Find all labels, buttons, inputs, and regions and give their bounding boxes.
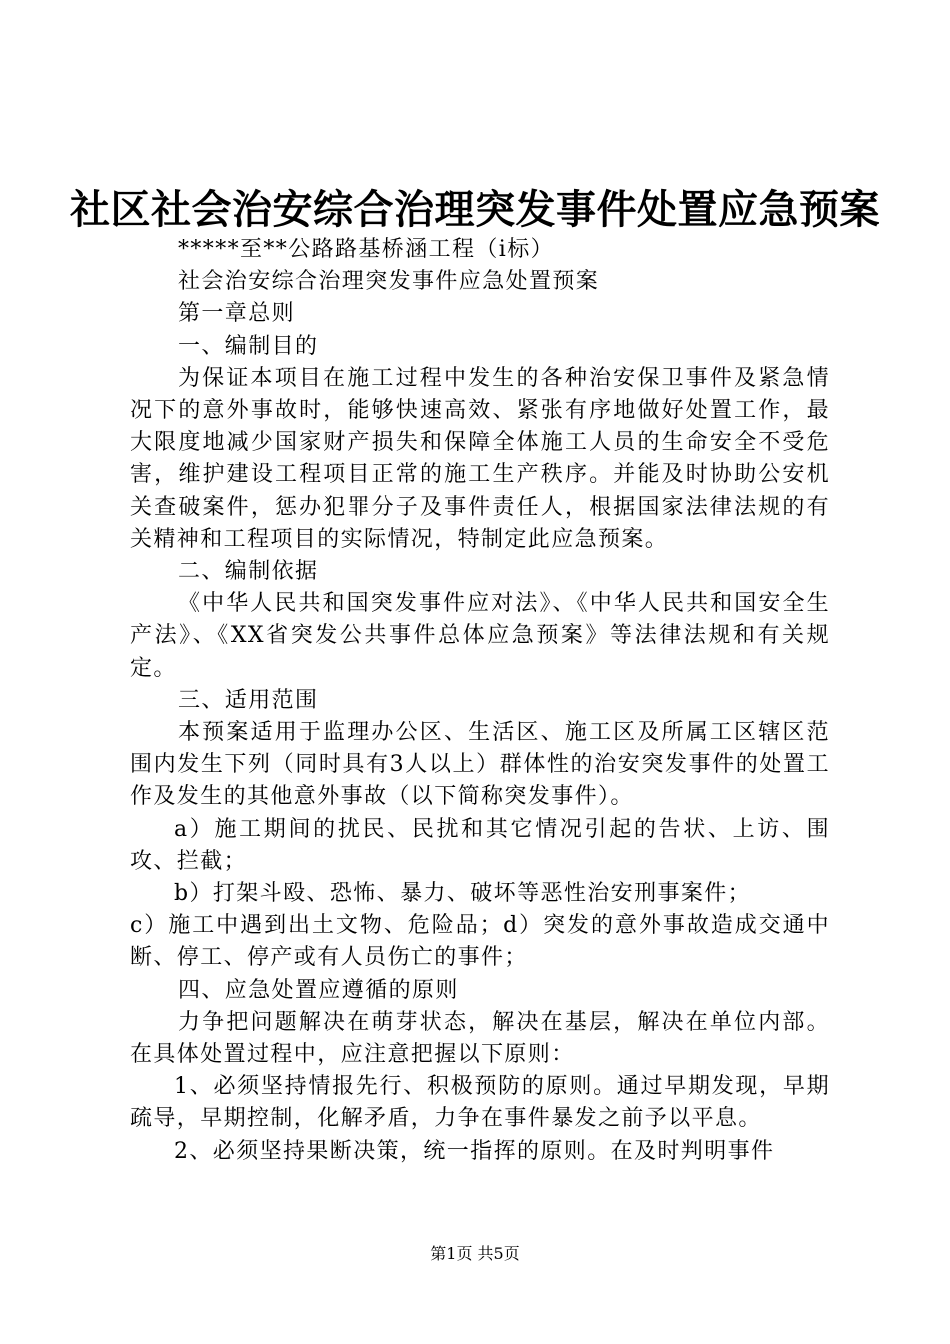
page-title: 社区社会治安综合治理突发事件处置应急预案 bbox=[70, 187, 880, 233]
list-item-b: b）打架斗殴、恐怖、暴力、破坏等恶性治安刑事案件； bbox=[174, 881, 752, 907]
page-footer: 第1页 共5页 bbox=[430, 1244, 520, 1263]
list-item-c-d: c）施工中遇到出土文物、危险品；d）突发的意外事故造成交通中断、停工、停产或有人员伤亡的事件； bbox=[130, 913, 830, 971]
principle-2: 2、必须坚持果断决策，统一指挥的原则。在及时判明事件 bbox=[174, 1138, 775, 1164]
chapter-heading: 第一章总则 bbox=[178, 301, 296, 327]
paragraph-basis: 《中华人民共和国突发事件应对法》、《中华人民共和国安全生产法》、《XX省突发公共事件总体应急预案》等法律法规和有关规定。 bbox=[130, 591, 830, 681]
section-heading-basis: 二、编制依据 bbox=[178, 559, 319, 585]
paragraph-purpose: 为保证本项目在施工过程中发生的各种治安保卫事件及紧急情况下的意外事故时，能够快速高效、紧张有序地做好处置工作，最大限度地减少国家财产损失和保障全体施工人员的生命安全不受危害，维护建设工程项目正常的施工生产秩序。并能及时协助公安机关查破案件，惩办犯罪分子及事件责任人，根据国家法律法规的有关精神和工程项目的实际情况，特制定此应急预案。 bbox=[130, 365, 830, 552]
document-body bbox=[130, 234, 830, 1168]
paragraph-principles: 力争把问题解决在萌芽状态，解决在基层，解决在单位内部。在具体处置过程中，应注意把握以下原则： bbox=[130, 1009, 830, 1068]
principle-1: 1、必须坚持情报先行、积极预防的原则。通过早期发现，早期疏导，早期控制，化解矛盾，力争在事件暴发之前予以平息。 bbox=[130, 1074, 830, 1132]
project-name-line: *****至**公路路基桥涵工程（i标） bbox=[178, 237, 555, 262]
paragraph-scope: 本预案适用于监理办公区、生活区、施工区及所属工区辖区范围内发生下列（同时具有3人以上）群体性的治安突发事件的处置工作及发生的其他意外事故（以下简称突发事件）。 bbox=[130, 720, 830, 810]
list-item-a: a）施工期间的扰民、民扰和其它情况引起的告状、上访、围攻、拦截； bbox=[130, 816, 830, 874]
section-heading-scope: 三、适用范围 bbox=[178, 687, 319, 713]
section-heading-purpose: 一、编制目的 bbox=[178, 333, 319, 359]
section-heading-principles: 四、应急处置应遵循的原则 bbox=[178, 977, 459, 1003]
plan-name-line: 社会治安综合治理突发事件应急处置预案 bbox=[178, 269, 600, 295]
